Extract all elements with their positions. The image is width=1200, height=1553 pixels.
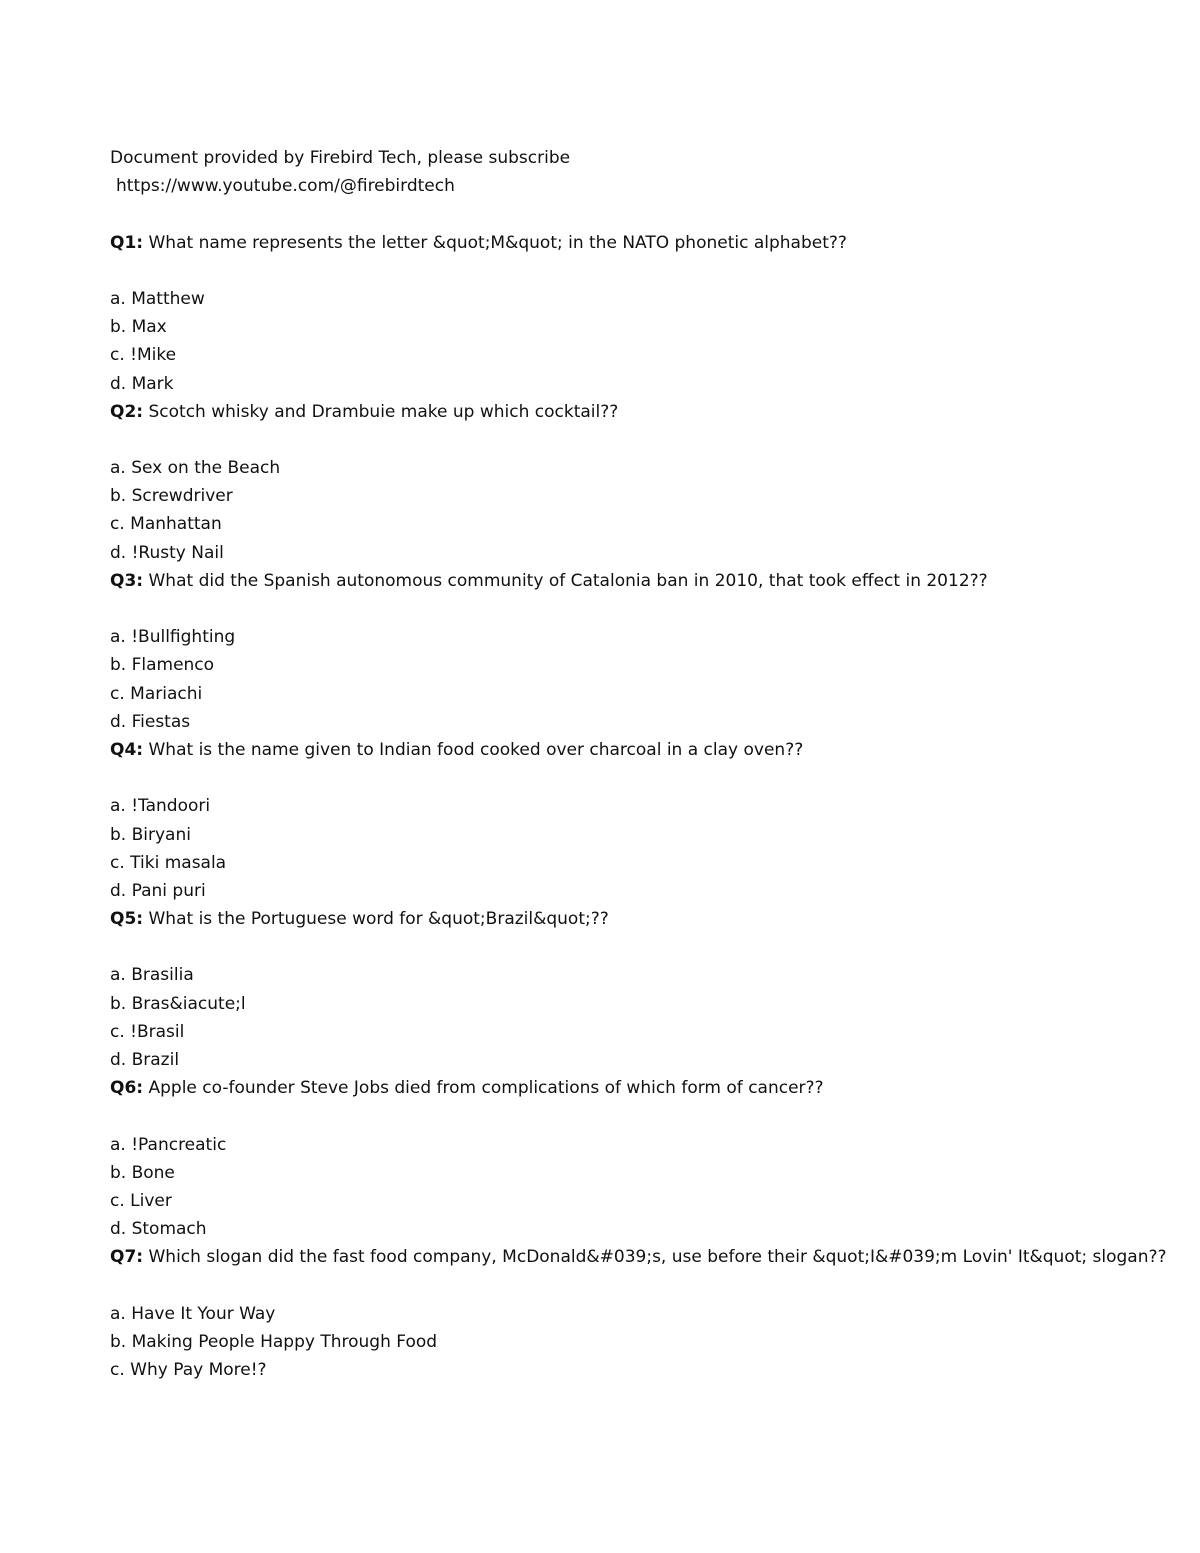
question-q2 (110, 398, 1000, 426)
spacer (110, 764, 1000, 792)
answer-option: d. Stomach (110, 1219, 207, 1240)
question-q6 (110, 1074, 1000, 1102)
answer-option: b. Max (110, 317, 167, 338)
answer-option: d. Brazil (110, 1050, 180, 1070)
question-label: Q3: (110, 570, 144, 591)
spacer (110, 933, 1000, 961)
question-q5 (110, 905, 1000, 933)
answer-option: b. Bras&iacute;l (110, 993, 246, 1014)
answer-option: c. !Brasil (110, 1021, 185, 1042)
question-q1 (110, 229, 1000, 257)
spacer (110, 426, 1000, 454)
spacer (110, 595, 1000, 623)
spacer (110, 257, 1000, 285)
question-text: What did the Spanish autonomous community of Catalonia ban in 2010, that took effect in 2012?? (148, 570, 988, 591)
answer-option: c. Tiki masala (110, 852, 227, 873)
answer-option: b. Screwdriver (110, 486, 233, 507)
question-label: Q2: (110, 401, 144, 422)
answer-option: c. Why Pay More!? (110, 1360, 267, 1381)
answer-option: c. !Mike (110, 345, 177, 366)
spacer (110, 1102, 1000, 1130)
question-label: Q6: (110, 1078, 144, 1099)
answer-option: c. Mariachi (110, 683, 203, 704)
question-text: What is the name given to Indian food cooked over charcoal in a clay oven?? (148, 739, 804, 760)
answer-option: a. Sex on the Beach (110, 458, 281, 479)
answer-option: a. !Pancreatic (110, 1134, 227, 1155)
answer-option: d. Pani puri (110, 880, 206, 901)
answer-option: b. Biryani (110, 824, 191, 845)
answer-option: a. !Bullfighting (110, 627, 236, 648)
answer-option: a. Have It Your Way (110, 1303, 276, 1324)
answer-option: d. !Rusty Nail (110, 542, 224, 563)
header-line: Document provided by Firebird Tech, please subscribe (110, 148, 571, 168)
answer-option: c. Manhattan (110, 514, 222, 535)
question-text: What name represents the letter &quot;M&quot; in the NATO phonetic alphabet?? (148, 232, 847, 253)
answer-option: d. Mark (110, 373, 174, 394)
answer-option: b. Flamenco (110, 655, 215, 676)
question-text: What is the Portuguese word for &quot;Brazil&quot;?? (148, 909, 609, 930)
question-text: Apple co-founder Steve Jobs died from complications of which form of cancer?? (148, 1078, 824, 1099)
answer-option: b. Making People Happy Through Food (110, 1331, 438, 1352)
document-body (110, 144, 1167, 1384)
spacer (110, 200, 1000, 228)
answer-option: d. Fiestas (110, 711, 191, 732)
answer-option: a. Brasilia (110, 965, 194, 986)
question-q4 (110, 736, 1000, 764)
question-text: Scotch whisky and Drambuie make up which cocktail?? (148, 401, 619, 422)
question-text: Which slogan did the fast food company, McDonald&#039;s, use before their &quot;I&#039;m Lovin' It&quot; slogan?? (148, 1247, 1167, 1268)
question-q3 (110, 567, 1000, 595)
question-label: Q7: (110, 1247, 144, 1268)
question-label: Q5: (110, 909, 144, 930)
answer-option: a. !Tandoori (110, 796, 211, 817)
answer-option: b. Bone (110, 1162, 175, 1183)
spacer (110, 1272, 1000, 1300)
answer-option: c. Liver (110, 1190, 172, 1211)
header-link: https://www.youtube.com/@firebirdtech (116, 176, 455, 197)
question-q7 (110, 1243, 1167, 1271)
question-label: Q4: (110, 739, 144, 760)
question-label: Q1: (110, 232, 144, 253)
answer-option: a. Matthew (110, 288, 205, 309)
